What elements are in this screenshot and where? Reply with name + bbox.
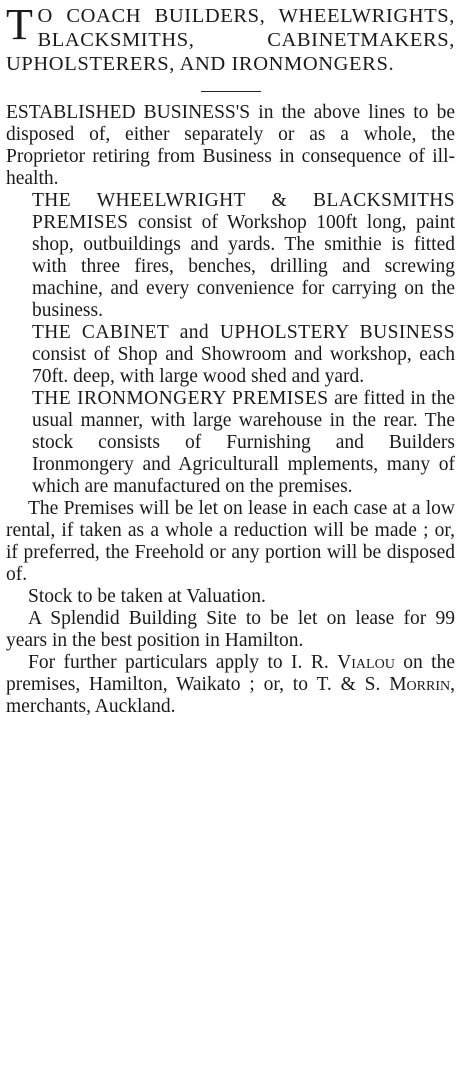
section-text-ironmongery: are fitted in the usual manner, with large warehouse in the rear. The stock consists of Furnishing and Builders Ironmongery and Agriculturall mplements, many of which are manufactured on the premises. [32,388,455,497]
contact-paragraph [6,652,455,718]
divider-rule [201,91,261,92]
section-text-wheelwright: consist of Workshop 100ft long, paint shop, outbuildings and yards. The smithie is fitted with three fires, benches, drilling and screwing machine, and every convenience for carrying on the business. [32,212,455,321]
section-title-ironmongery: THE IRONMONGERY PREMISES [32,388,329,409]
advertisement-heading [6,0,455,76]
section-ironmongery [32,388,455,498]
intro-lead: ESTABLISHED BUSINESS'S [6,102,251,123]
contact-text-middle: on the premises, Hamilton, Waikato ; or, to T. & S. [6,652,455,695]
contact-name-vialou: Vialou [337,652,395,673]
advertisement-body [6,102,455,718]
stock-paragraph: Stock to be taken at Valuation. [28,586,266,607]
section-wheelwright [32,190,455,322]
contact-name-morrin: Morrin [389,674,451,695]
section-cabinet [32,322,455,388]
contact-text-end: , merchants, Auckland. [6,674,455,717]
building-site-paragraph: A Splendid Building Site to be let on lease for 99 years in the best position in Hamilton. [6,608,455,651]
lease-paragraph: The Premises will be let on lease in each case at a low rental, if taken as a whole a reduction will be made ; or, if preferred, the Freehold or any portion will be disposed of. [6,498,455,585]
section-title-cabinet: THE CABINET and UPHOLSTERY BUSINESS [32,322,455,343]
intro-paragraph [6,102,455,190]
contact-text-start: For further particulars apply to I. R. [28,652,338,673]
heading-dropcap: T [6,0,34,49]
heading-text: O COACH BUILDERS, WHEELWRIGHTS, BLACKSMITHS, CABINETMAKERS, UPHOLSTERERS, AND IRONMONGERS. [6,5,455,75]
section-title-wheelwright: THE WHEELWRIGHT & BLACKSMITHS PREMISES [32,190,455,233]
section-text-cabinet: consist of Shop and Showroom and workshop, each 70ft. deep, with large wood shed and yard. [32,344,455,387]
intro-text: in the above lines to be disposed of, either separately or as a whole, the Proprietor retiring from Business in consequence of ill-health. [6,102,455,189]
